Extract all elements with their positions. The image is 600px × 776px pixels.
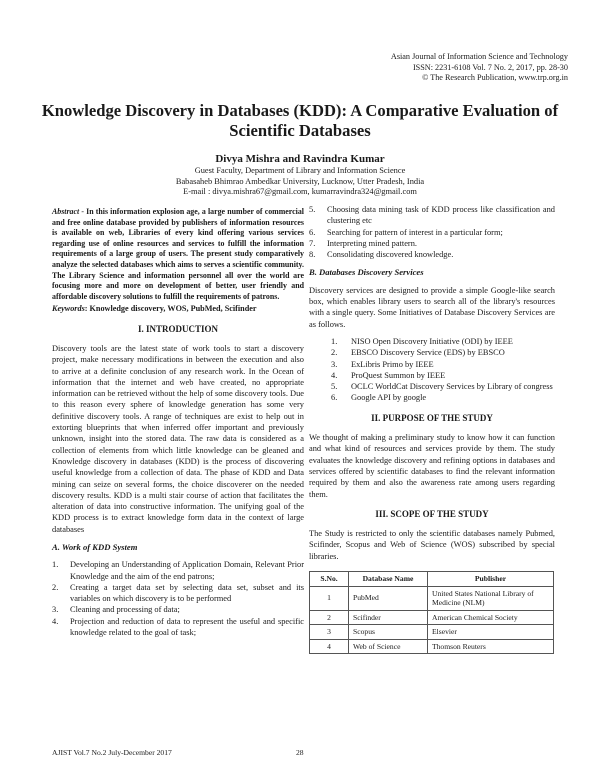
issn-line: ISSN: 2231-6108 Vol. 7 No. 2, 2017, pp. 28-30 <box>412 62 568 72</box>
subsection-heading-discovery-services: B. Databases Discovery Services <box>309 267 424 278</box>
journal-name: Asian Journal of Information Science and Technology <box>390 52 568 61</box>
column-header-publisher: Publisher <box>428 572 554 587</box>
list-item: 6. Google API by google <box>331 393 427 403</box>
list-item: 5. OCLC WorldCat Discovery Services by Library of congress <box>331 382 553 392</box>
page-number: 28 <box>296 748 304 757</box>
journal-header <box>391 52 568 84</box>
table-row: 3 Scopus Elsevier <box>310 625 554 640</box>
affiliation-department: Guest Faculty, Department of Library and Information Science <box>194 166 406 175</box>
list-item: 6. Searching for pattern of interest in a particular form; <box>309 227 503 237</box>
list-item: 1. Developing an Understanding of Application Domain, Relevant Prior Knowledge and the aim of the end patrons; <box>52 560 304 581</box>
list-item: 5. Choosing data mining task of KDD process like classification and clustering etc <box>309 205 555 226</box>
databases-table <box>309 571 554 654</box>
section-heading-scope: III. SCOPE OF THE STUDY <box>375 508 489 519</box>
footer-citation: AJIST Vol.7 No.2 July-December 2017 <box>52 748 172 757</box>
list-item: 3. ExLibris Primo by IEEE <box>331 359 434 369</box>
paper-title: Knowledge Discovery in Databases (KDD): A Comparative Evaluation of Scientific Databases <box>41 101 559 140</box>
column-header-sno: S.No. <box>310 572 349 587</box>
left-column <box>52 207 304 638</box>
keywords <box>52 303 304 314</box>
abstract-text: In this information explosion age, a large number of commercial and free online database provided by publishers of information resources is available on web, Libraries of every kind offering various services regarding use of online resources and services to fulfill the information requirements of a large group of users. The present study comparatively analyze the selected databases which aims to serves a scientific community. The Library Science and information personnel all over the world are focusing more and more on development of better, user friendly and affordable discovery solutions to fulfill the requirements of patrons. <box>52 207 304 301</box>
copyright-line: © The Research Publication, www.trp.org.in <box>422 73 568 83</box>
section-heading-purpose: II. PURPOSE OF THE STUDY <box>371 412 493 423</box>
list-item: 3. Cleaning and processing of data; <box>52 605 180 615</box>
right-column <box>309 204 555 654</box>
keywords-text: : Knowledge discovery, WOS, PubMed, Scifinder <box>84 304 257 314</box>
abstract-label: Abstract - <box>52 207 84 216</box>
list-item: 4. Projection and reduction of data to represent the useful and specific knowledge related to the goal of task; <box>52 616 304 638</box>
table-header-row <box>310 572 554 587</box>
affiliation-university: Babasaheb Bhimrao Ambedkar University, Lucknow, Utter Pradesh, India <box>175 176 425 186</box>
table-row: 1 PubMed United States National Library of Medicine (NLM) <box>310 586 554 610</box>
author-names: Divya Mishra and Ravindra Kumar <box>215 153 385 165</box>
list-item: 2. EBSCO Discovery Service (EDS) by EBSCO <box>331 348 505 358</box>
kdd-steps-list <box>52 559 304 638</box>
section-heading-introduction: I. INTRODUCTION <box>137 323 218 334</box>
list-item: 7. Interpreting mined pattern. <box>309 238 417 248</box>
list-item: 8. Consolidating discovered knowledge. <box>309 250 454 260</box>
author-block <box>0 153 600 198</box>
table-row: 2 Scifinder American Chemical Society <box>310 610 554 625</box>
table-row: 4 Web of Science Thomson Reuters <box>310 639 554 654</box>
discovery-services-list <box>309 336 555 404</box>
discovery-services-paragraph: Discovery services are designed to provide a simple Google-like search box, which enables library users to search all of the library's resources with a single query. Some Initiatives of Database Discovery Services are as follows. <box>309 285 555 329</box>
author-emails: E-mail : divya.mishra67@gmail.com, kumarravindra324@gmail.com <box>183 187 417 197</box>
keywords-label: Keywords <box>52 304 85 314</box>
introduction-paragraph: Discovery tools are the latest state of work tools to start a discovery project, make necessary modifications in between the execution and also to arrive at a definite conclusion of any research work. In the Ocean of information that the internet and web have created, no appropriate information can be retrieved without the help of some discovery tools. Due to this reason every sphere of knowledge generation has some very definitive discovery tools. A range of techniques are exist to help out in extorting blueprints that when inferred offer important and previously unknown, insight into the stored data. The raw data is considered as a collection of elements from which little knowledge can be gleaned and Knowledge discovery in databases (KDD) is the process of discovering useful knowledge from a collection of data. The phase of KDD and Data mining can seize on several forms, the choice discoverer on the needed discovery results. KDD is a multi stair course of action that facilitates the alteration of data into constructive information. The unifying goal of the KDD process is to extract knowledge form data in the context of large databases <box>52 343 304 534</box>
column-header-database-name: Database Name <box>349 572 428 587</box>
purpose-paragraph: We thought of making a preliminary study to know how it can function and what kind of resources and services provide by them. The study evaluates the knowledge discovery and refining options in databases and services offered by scientific databases to find the relevant information required by them and also the awareness rate among users regarding them. <box>309 433 555 499</box>
abstract <box>52 207 304 302</box>
scope-paragraph: The Study is restricted to only the scientific databases namely Pubmed, Scifinder, Scopus and Web of Science (WOS) subscribed by special libraries. <box>309 529 555 561</box>
subsection-heading-kdd-system: A. Work of KDD System <box>52 541 138 552</box>
list-item: 2. Creating a target data set by selecting data set, subset and its variables on which discovery is to be performed <box>52 582 304 604</box>
kdd-steps-list-continued <box>309 204 555 260</box>
list-item: 4. ProQuest Summon by IEEE <box>331 370 446 380</box>
list-item: 1. NISO Open Discovery Initiative (ODI) by IEEE <box>331 336 513 346</box>
